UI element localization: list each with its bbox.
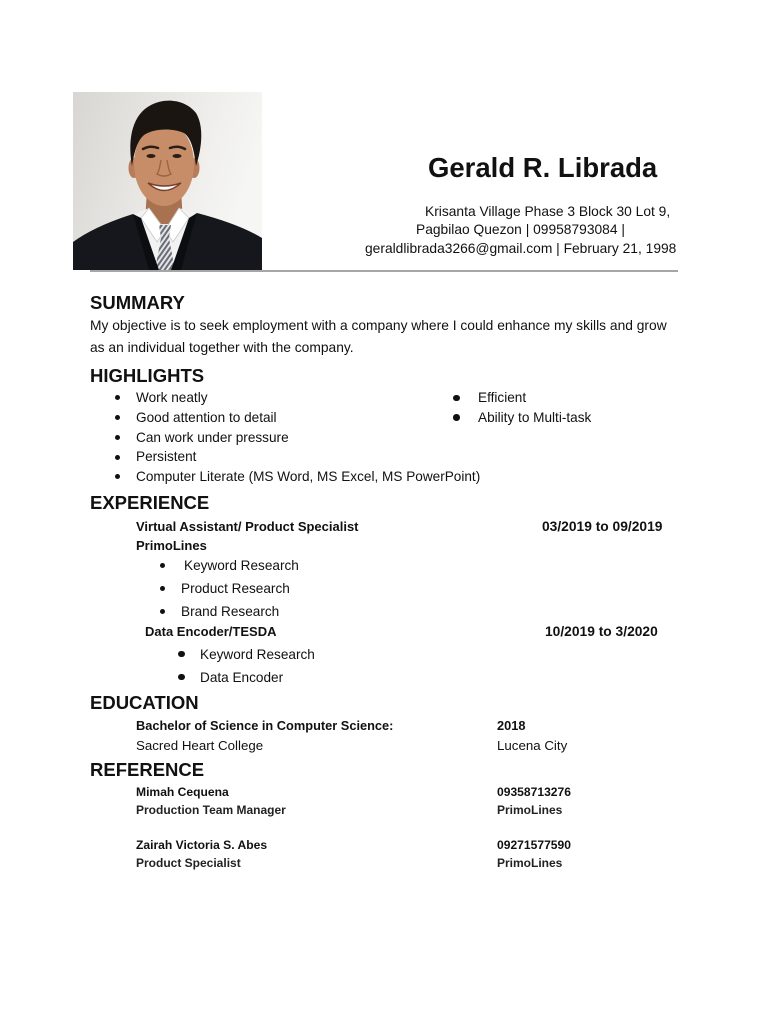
bullet-icon (160, 563, 165, 568)
list-item (181, 577, 299, 600)
highlight-text: Efficient (478, 390, 527, 405)
experience-heading: EXPERIENCE (90, 492, 210, 513)
reference-name: Zairah Victoria S. Abes (136, 838, 268, 852)
bullet-icon (160, 609, 165, 614)
highlights-list-left (136, 388, 480, 487)
school-name: Sacred Heart College (136, 738, 264, 753)
list-item (136, 408, 480, 428)
round-bullet-icon (453, 414, 460, 421)
profile-photo-image (73, 92, 262, 270)
list-item (136, 447, 480, 467)
reference-name: Mimah Cequena (136, 785, 229, 799)
job-company: PrimoLines (136, 538, 207, 553)
address-line-1: Krisanta Village Phase 3 Block 30 Lot 9, (425, 204, 671, 219)
list-item (478, 388, 591, 408)
round-bullet-icon (178, 651, 185, 658)
list-item (181, 554, 299, 577)
task-text: Product Research (181, 580, 290, 596)
round-bullet-icon (178, 674, 185, 681)
contact-line: geraldlibrada3266@gmail.com | February 21, 1998 (365, 241, 677, 256)
bullet-icon (115, 415, 120, 420)
reference-phone: 09271577590 (497, 838, 571, 852)
header-divider (90, 270, 678, 272)
reference-phone: 09358713276 (497, 785, 571, 799)
highlight-text: Good attention to detail (136, 409, 277, 425)
bullet-icon (115, 455, 120, 460)
reference-company: PrimoLines (497, 856, 563, 870)
round-bullet-icon (453, 395, 460, 402)
reference-title: Product Specialist (136, 856, 241, 870)
highlight-text: Persistent (136, 449, 197, 465)
reference-title: Production Team Manager (136, 803, 286, 817)
list-item (478, 408, 591, 428)
bullet-icon (115, 435, 120, 440)
list-item (200, 643, 315, 666)
highlight-text: Ability to Multi-task (478, 409, 592, 425)
summary-text: My objective is to seek employment with a company where I could enhance my skills and grow as an individual together with the company. (90, 318, 667, 355)
profile-photo (73, 92, 262, 270)
highlight-text: Computer Literate (MS Word, MS Excel, MS PowerPoint) (136, 469, 481, 484)
bullet-icon (115, 474, 120, 479)
highlights-heading: HIGHLIGHTS (90, 365, 205, 386)
graduation-year: 2018 (497, 718, 526, 733)
bullet-icon (115, 395, 120, 400)
degree: Bachelor of Science in Computer Science: (136, 718, 394, 733)
task-text: Keyword Research (200, 646, 315, 662)
job-title: Data Encoder/TESDA (145, 624, 277, 639)
highlight-text: Can work under pressure (136, 429, 289, 445)
job-task-list (200, 643, 315, 689)
list-item (136, 467, 480, 487)
task-text: Data Encoder (200, 669, 284, 685)
list-item (200, 666, 315, 689)
highlights-list-right (478, 388, 591, 428)
reference-heading: REFERENCE (90, 759, 205, 780)
reference-company: PrimoLines (497, 803, 563, 817)
job-task-list (181, 554, 299, 623)
bullet-icon (160, 586, 165, 591)
school-location: Lucena City (497, 738, 568, 753)
job-title: Virtual Assistant/ Product Specialist (136, 519, 359, 534)
job-dates: 03/2019 to 09/2019 (542, 519, 663, 534)
task-text: Brand Research (181, 603, 280, 619)
task-text: Keyword Research (184, 557, 299, 573)
address-line-2: Pagbilao Quezon | 09958793084 | (416, 222, 625, 237)
highlight-text: Work neatly (136, 390, 208, 405)
job-dates: 10/2019 to 3/2020 (545, 624, 658, 639)
education-heading: EDUCATION (90, 692, 199, 713)
list-item (136, 428, 480, 448)
summary-heading: SUMMARY (90, 292, 185, 313)
candidate-name: Gerald R. Librada (428, 152, 658, 183)
list-item (181, 600, 299, 623)
list-item (136, 388, 480, 408)
